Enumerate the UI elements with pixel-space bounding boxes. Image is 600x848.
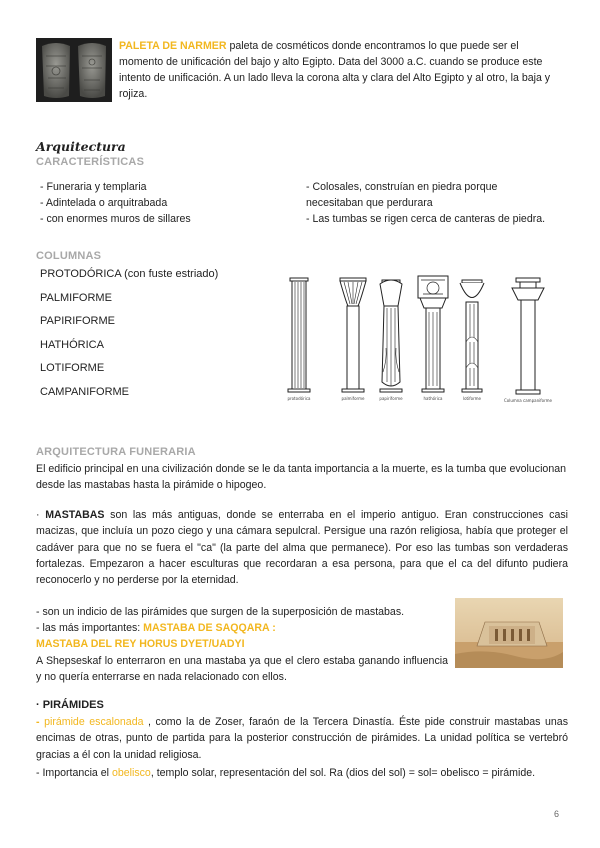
escalonada-paragraph (36, 714, 568, 763)
narmer-paragraph (119, 38, 559, 102)
caracteristicas-right (306, 179, 576, 227)
caption-lotiforme: lotiforme (462, 396, 482, 401)
caption-papiriforme: papiriforme (379, 396, 403, 401)
mastabas-text: son las más antiguas, donde se enterraba en el imperio antiguo. Eran construcciones casi macizas, que incluía un pozo ciego y una cámara sepulcral. Persigue una razón religiosa, había que proteger el cadáver para que no se fuera el "ca" (la parte del alma que permanece). Por eso las tumbas son verdaderas fortalezas. Empezaron a hacer esculturas que recordaran a esa persona, para que el ca del difunto pudiera reconocerlo y no perderse por la eternidad. (36, 509, 568, 587)
mastabas-notes (36, 604, 448, 652)
columna-item: PROTODÓRICA (con fuste estriado) (40, 268, 219, 280)
caracteristicas-left (40, 179, 290, 227)
importantes-prefix: - las más importantes: (36, 622, 144, 634)
narmer-palette-image (36, 38, 112, 102)
columna-item: PALMIFORME (40, 291, 112, 304)
mastabas-bullet: · (36, 509, 46, 521)
caracteristica-item: - con enormes muros de sillares (40, 213, 191, 225)
page-number: 6 (554, 809, 560, 819)
columna-item: CAMPANIFORME (40, 385, 130, 398)
caracteristicas-title: CARACTERÍSTICAS (36, 156, 145, 168)
importancia-text: , templo solar, representación del sol. Ra (dios del sol) = sol= obelisco = pirámide. (150, 767, 536, 779)
caracteristica-item: - Funeraria y templaria (40, 181, 147, 193)
caracteristica-item: - Adintelada o arquitrabada (40, 197, 168, 209)
obelisco-line (36, 765, 576, 781)
importantes-line (36, 620, 448, 636)
importancia-prefix: - Importancia el (36, 767, 112, 779)
escalonada-label: pirámide escalonada (44, 716, 144, 728)
columna-item: HATHÓRICA (40, 338, 104, 351)
narmer-title: PALETA DE NARMER (119, 40, 227, 52)
piramides-label: · PIRÁMIDES (36, 699, 104, 711)
caption-hathorica: hathórica (423, 396, 443, 401)
funeraria-title: ARQUITECTURA FUNERARIA (36, 446, 196, 458)
mastabas-label: MASTABAS (45, 509, 105, 521)
funeraria-intro: El edificio principal en una civilización donde se le da tanta importancia a la muerte, es la tumba que evolucionan desde las mastabas hasta la pirámide o hipogeo. (36, 463, 567, 491)
escalonada-dash: - (36, 716, 45, 728)
caption-palmiforme: palmiforme (341, 396, 365, 401)
arquitectura-heading: Arquitectura (36, 139, 126, 154)
escalonada-text: , como la de Zoser, faraón de la Tercera Dinastía. Éste pide construir mastabas unas encimas de otras, punto de partida para la posterior construcción de pirámides. La unidad política se vertebró gracias a él con la unidad religiosa. (36, 716, 568, 761)
caption-campaniforme: Columna campaniforme (503, 398, 553, 403)
obelisco-label: obelisco (111, 767, 151, 779)
caracteristica-item: - Colosales, construían en piedra porque (306, 181, 498, 193)
columna-item: LOTIFORME (40, 362, 105, 375)
mastabas-paragraph (36, 507, 568, 588)
narmer-text: paleta de cosméticos donde encontramos lo que puede ser el momento de unificación del bajo y alto Egipto. Data del 3000 a.C. cuando se produce este intento de unificación. A un lado lleva la corona alta y clara del Alto Egipto y al otro, la baja y rojiza. (119, 40, 551, 100)
shepseskaf-paragraph: A Shepseskaf lo enterraron en una mastaba ya que el clero estaba ganando influencia y no quería enterrarse en nada relacionado con ellos. (36, 655, 448, 684)
indicio-line: - son un indicio de las pirámides que surgen de la superposición de mastabas. (36, 606, 405, 618)
columns-illustration (284, 272, 560, 412)
mastaba-image (455, 598, 563, 668)
columnas-title: COLUMNAS (36, 250, 102, 262)
horus-label: MASTABA DEL REY HORUS DYET/UADYI (36, 638, 245, 650)
columnas-list (40, 268, 280, 410)
caracteristica-item: - Las tumbas se rigen cerca de canteras de piedra. (306, 213, 546, 225)
caracteristica-item: necesitaban que perdurara (306, 197, 433, 209)
columna-item: PAPIRIFORME (40, 315, 115, 328)
caption-protodorica: protodórica (287, 396, 311, 401)
saqqara-label: MASTABA DE SAQQARA : (143, 622, 276, 634)
